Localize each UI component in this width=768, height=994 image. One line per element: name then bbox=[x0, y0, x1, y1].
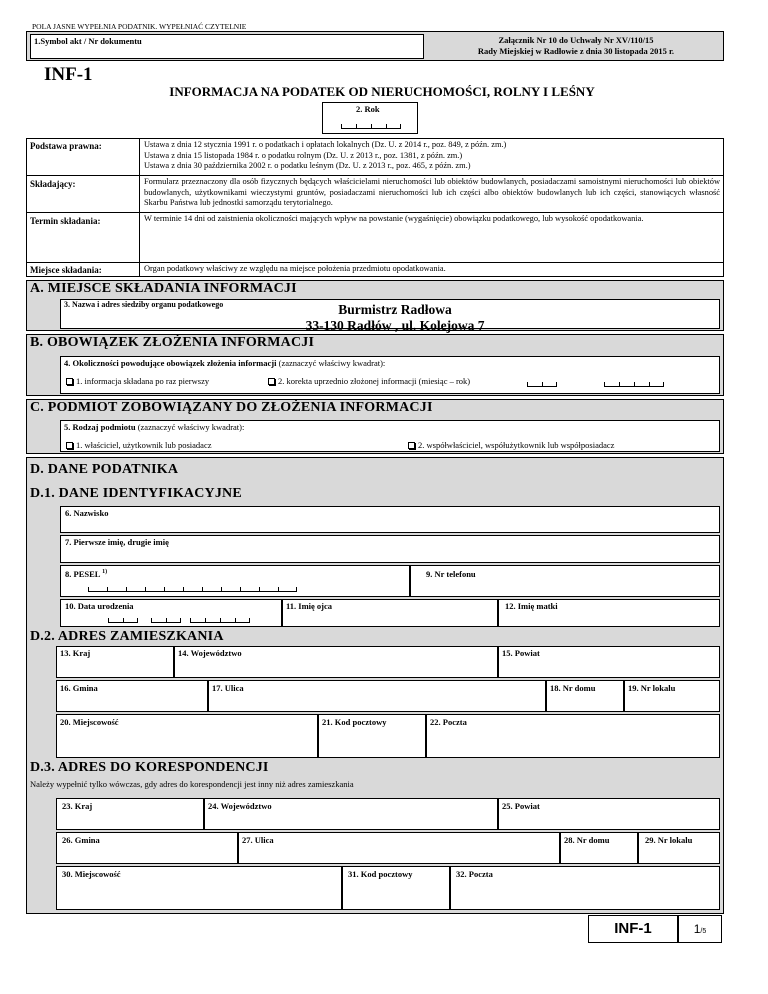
commune-label: 16. Gmina bbox=[60, 683, 98, 693]
corr-county-label: 25. Powiat bbox=[502, 801, 540, 811]
form-code: INF-1 bbox=[44, 64, 93, 85]
subject-type-label bbox=[64, 422, 244, 432]
correction-checkbox[interactable] bbox=[268, 378, 275, 385]
co-owner-label: 2. współwłaściciel, współużytkownik lub współposiadacz bbox=[418, 440, 615, 450]
obligation-label-main: 4. Okoliczności powodujące obowiązek złożenia informacji bbox=[64, 358, 277, 368]
corr-house-number-label: 28. Nr domu bbox=[564, 835, 610, 845]
corr-voivodeship-label: 24. Województwo bbox=[208, 801, 272, 811]
legal-basis-text bbox=[144, 140, 720, 172]
legal-basis-label: Podstawa prawna: bbox=[30, 141, 102, 151]
first-filing-checkbox[interactable] bbox=[66, 378, 73, 385]
legal-basis-line-1: Ustawa z dnia 12 stycznia 1991 r. o podatkach i opłatach lokalnych (Dz. U. z 2014 r., poz. 849, z późn. zm.) bbox=[144, 140, 507, 149]
apartment-number-label: 19. Nr lokalu bbox=[628, 683, 676, 693]
page-total: /5 bbox=[700, 928, 707, 935]
section-d2-title: D.2. ADRES ZAMIESZKANIA bbox=[30, 629, 224, 644]
legal-basis-line-2: Ustawa z dnia 15 listopada 1984 r. o podatku rolnym (Dz. U. z 2013 r., poz. 1381, z późn. zm.) bbox=[144, 150, 463, 160]
place-label: Miejsce składania: bbox=[30, 265, 102, 275]
place-text: Organ podatkowy właściwy ze względu na miejsce położenia przedmiotu opodatkowania. bbox=[144, 264, 446, 273]
pesel-footnote-ref: 1) bbox=[102, 569, 108, 576]
first-names-label: 7. Pierwsze imię, drugie imię bbox=[65, 537, 169, 547]
locality-label: 20. Miejscowość bbox=[60, 717, 119, 727]
co-owner-checkbox[interactable] bbox=[408, 442, 415, 449]
section-a-title: A. MIEJSCE SKŁADANIA INFORMACJI bbox=[30, 281, 297, 296]
birth-month-comb bbox=[151, 618, 181, 623]
obligation-label-note: (zaznaczyć właściwy kwadrat): bbox=[276, 358, 386, 368]
corr-commune-label: 26. Gmina bbox=[62, 835, 100, 845]
pesel-comb bbox=[88, 587, 297, 592]
corr-country-label: 23. Kraj bbox=[62, 801, 93, 811]
birth-year-comb bbox=[190, 618, 250, 623]
filer-label: Składający: bbox=[30, 179, 76, 189]
street-field[interactable] bbox=[208, 680, 546, 712]
pesel-label-text: 8. PESEL bbox=[65, 569, 100, 579]
annex-line-1: Załącznik Nr 10 do Uchwały Nr XV/110/15 bbox=[498, 35, 654, 45]
deadline-label: Termin składania: bbox=[30, 216, 101, 226]
birth-date-label: 10. Data urodzenia bbox=[65, 601, 134, 611]
subject-type-label-note: (zaznaczyć właściwy kwadrat): bbox=[135, 422, 245, 432]
corr-street-label: 27. Ulica bbox=[242, 835, 274, 845]
first-filing-label: 1. informacja składana po raz pierwszy bbox=[76, 376, 210, 386]
section-d3-title: D.3. ADRES DO KORESPONDENCJI bbox=[30, 760, 269, 775]
fill-instruction: POLA JASNE WYPEŁNIA PODATNIK. WYPEŁNIAĆ CZYTELNIE bbox=[32, 22, 247, 31]
correction-month-comb[interactable] bbox=[527, 382, 557, 387]
co-owner-option[interactable] bbox=[408, 440, 614, 450]
page-number: 1 bbox=[693, 922, 701, 936]
post-office-field[interactable] bbox=[426, 714, 720, 758]
corr-post-office-label: 32. Poczta bbox=[456, 869, 493, 879]
voivodeship-label: 14. Województwo bbox=[178, 648, 242, 658]
correspondence-note: Należy wypełnić tylko wówczas, gdy adres do korespondencji jest inny niż adres zamieszkania bbox=[30, 779, 354, 789]
obligation-label bbox=[64, 358, 385, 368]
legal-basis-line-3: Ustawa z dnia 30 października 2002 r. o podatku leśnym (Dz. U. z 2013 r., poz. 465, z późn. zm.) bbox=[144, 161, 471, 170]
phone-label: 9. Nr telefonu bbox=[426, 569, 476, 579]
tax-office-address: 33-130 Radłów , ul. Kolejowa 7 bbox=[305, 318, 485, 333]
surname-label: 6. Nazwisko bbox=[65, 508, 109, 518]
street-label: 17. Ulica bbox=[212, 683, 244, 693]
owner-label: 1. właściciel, użytkownik lub posiadacz bbox=[76, 440, 212, 450]
birth-day-comb bbox=[108, 618, 138, 623]
year-comb bbox=[341, 124, 401, 129]
section-d-title: D. DANE PODATNIKA bbox=[30, 462, 179, 477]
corr-street-field[interactable] bbox=[238, 832, 560, 864]
annex-line-2: Rady Miejskiej w Radłowie z dnia 30 listopada 2015 r. bbox=[477, 45, 675, 56]
page-title: INFORMACJA NA PODATEK OD NIERUCHOMOŚCI, ROLNY I LEŚNY bbox=[169, 84, 595, 99]
tax-office-value bbox=[200, 302, 590, 334]
footer-form-code: INF-1 bbox=[588, 915, 678, 943]
annex-note bbox=[430, 35, 722, 56]
document-symbol-label: 1.Symbol akt / Nr dokumentu bbox=[34, 36, 142, 46]
correction-option[interactable] bbox=[268, 376, 470, 386]
pesel-field[interactable] bbox=[60, 565, 410, 597]
tax-office-label: 3. Nazwa i adres siedziby organu podatkowego bbox=[64, 300, 224, 309]
first-filing-option[interactable] bbox=[66, 376, 209, 386]
corr-postal-code-label: 31. Kod pocztowy bbox=[348, 869, 413, 879]
correction-label: 2. korekta uprzednio złożonej informacji (miesiąc – rok) bbox=[278, 376, 471, 386]
year-label: 2. Rok bbox=[356, 104, 380, 114]
section-b-title: B. OBOWIĄZEK ZŁOŻENIA INFORMACJI bbox=[30, 335, 315, 350]
page-indicator bbox=[678, 915, 722, 943]
section-c-title: C. PODMIOT ZOBOWIĄZANY DO ZŁOŻENIA INFORMACJI bbox=[30, 400, 433, 415]
tax-office-name: Burmistrz Radłowa bbox=[338, 302, 452, 317]
mother-name-label: 12. Imię matki bbox=[505, 601, 558, 611]
subject-type-label-main: 5. Rodzaj podmiotu bbox=[64, 422, 136, 432]
surname-field[interactable] bbox=[60, 506, 720, 533]
county-label: 15. Powiat bbox=[502, 648, 540, 658]
country-label: 13. Kraj bbox=[60, 648, 91, 658]
section-d1-title: D.1. DANE IDENTYFIKACYJNE bbox=[30, 486, 242, 501]
corr-locality-label: 30. Miejscowość bbox=[62, 869, 121, 879]
filer-text: Formularz przeznaczony dla osób fizycznych będących właścicielami nieruchomości lub obiektów budowlanych, posiadaczami samoistnymi nieruchomości lub obiektów budowlanych, użytkownikami wieczystymi gruntów, posiadaczami nieruchomości lub ich części albo obiektów budowlanych lub ich części, stanowiących własność Skarbu Państwa lub jednostki samorządu terytorialnego. bbox=[144, 177, 720, 207]
correction-year-comb[interactable] bbox=[604, 382, 664, 387]
postal-code-label: 21. Kod pocztowy bbox=[322, 717, 387, 727]
corr-apartment-number-label: 29. Nr lokalu bbox=[645, 835, 693, 845]
house-number-label: 18. Nr domu bbox=[550, 683, 596, 693]
deadline-text: W terminie 14 dni od zaistnienia okoliczności mających wpływ na powstanie (wygaśnięcie) obowiązku podatkowego, lub wysokość opodatkowania. bbox=[144, 214, 644, 223]
owner-option[interactable] bbox=[66, 440, 212, 450]
father-name-label: 11. Imię ojca bbox=[286, 601, 333, 611]
post-office-label: 22. Poczta bbox=[430, 717, 467, 727]
owner-checkbox[interactable] bbox=[66, 442, 73, 449]
pesel-label bbox=[65, 569, 107, 579]
